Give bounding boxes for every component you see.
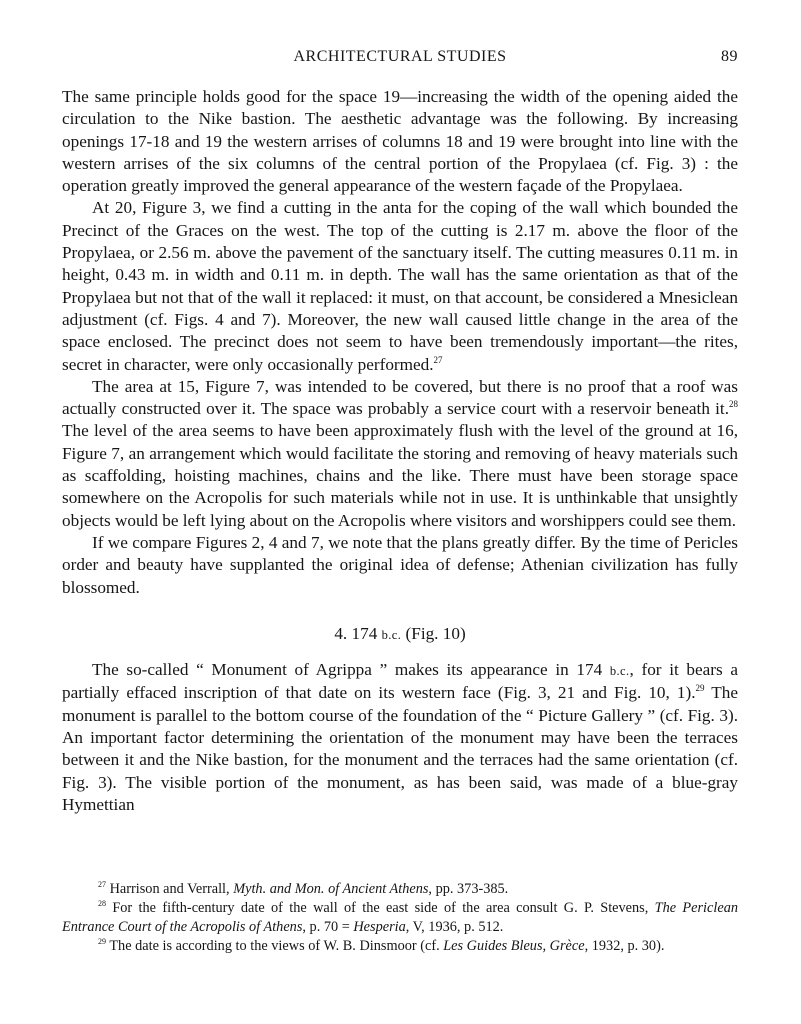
- paragraph-2-text: At 20, Figure 3, we find a cutting in the anta for the coping of the wall which bounded the Precinct of the Graces on the west. The top of the cutting is 2.17 m. above the floor of the Propylaea, or 2.56 m. above the pavement of the sanctuary itself. The cutting measures 0.11 m. in height, 0.43 m. in width and 0.11 m. in depth. The wall has the same orientation as that of the Propylaea but not that of the wall it replaced: it must, on that account, be considered a Mnesiclean adjustment (cf. Figs. 4 and 7). Moreover, the new wall caused little change in the area of the space enclosed. The precinct does not seem to have been tremendously important—the rites, secret in character, were only occasionally performed.: [62, 198, 738, 374]
- paragraph-3: [62, 376, 738, 532]
- footnote-ref-28: 28: [729, 399, 738, 410]
- footnote-28-journal: Hesperia: [353, 919, 406, 935]
- paragraph-1-text: The same principle holds good for the space 19—increasing the width of the opening aided the circulation to the Nike bastion. The aesthetic advantage was the following. By increasing openings 17-18 and 19 the western arrises of columns 18 and 19 were brought into line with the western arrises of the six columns of the central portion of the Propylaea (cf. Fig. 3) : the operation greatly improved the general appearance of the western façade of the Propylaea.: [62, 87, 738, 196]
- section-year: 174: [351, 623, 378, 643]
- paragraph-4-text: If we compare Figures 2, 4 and 7, we note that the plans greatly differ. By the time of Pericles order and beauty have supplanted the original idea of defense; Athenian civilization has fully blossomed.: [62, 532, 738, 597]
- footnote-27-post: , pp. 373-385.: [428, 881, 509, 897]
- footnote-28-title: The Periclean Entrance Court of the Acropolis of Athens: [62, 900, 738, 935]
- body-text: [62, 86, 738, 816]
- footnote-29-post: , 1932, p. 30).: [584, 938, 665, 954]
- footnote-27-number: 27: [98, 880, 106, 889]
- paragraph-5-text-1: The so-called “ Monument of Agrippa ” makes its appearance in 174: [92, 660, 610, 680]
- footnote-27-title: Myth. and Mon. of Ancient Athens: [233, 881, 429, 897]
- page-number: 89: [721, 48, 738, 65]
- paragraph-5-era: b.c.: [609, 664, 630, 679]
- footnotes: [62, 880, 738, 956]
- section-number: 4.: [334, 623, 348, 643]
- footnote-28: [62, 899, 738, 937]
- paragraph-4: [62, 532, 738, 599]
- paragraph-3-text-b: The level of the area seems to have been approximately flush with the level of the ground at 16, Figure 7, an arrangement which would facilitate the storing and removing of heavy materials such as scaffolding, hoisting machines, chains and the like. There must have been storage space somewhere on the Acropolis for such materials while not in use. It is unthinkable that unsightly objects would be left lying about on the Acropolis where visitors and worshippers could see them.: [62, 421, 738, 530]
- section-era: b.c.: [381, 627, 402, 642]
- footnote-28-mid: , p. 70 =: [302, 919, 354, 935]
- paragraph-5-text-3: The monument is parallel to the bottom course of the foundation of the “ Picture Gallery ” (cf. Fig. 3). An important factor determining the orientation of the monument may have been the terraces between it and the Nike bastion, for the monument and the terraces had the same orientation (cf. Fig. 3). The visible portion of the monument, as has been said, was made of a blue-gray Hymettian: [62, 683, 738, 814]
- footnote-28-number: 28: [98, 899, 106, 908]
- footnote-27-pre: Harrison and Verrall,: [106, 881, 234, 897]
- running-title: ARCHITECTURAL STUDIES: [293, 48, 507, 65]
- paragraph-5-text-2: , for it bears a partially effaced inscription of that date on its western face (Fig. 3, 21 and Fig. 10, 1).: [62, 660, 738, 703]
- footnote-ref-27: 27: [433, 354, 443, 365]
- section-heading: [62, 623, 738, 646]
- footnote-ref-29: 29: [695, 683, 705, 694]
- paragraph-5: [62, 659, 738, 816]
- footnote-29-pre: The date is according to the views of W. B. Dinsmoor (cf.: [106, 938, 444, 954]
- paragraph-2: [62, 197, 738, 375]
- footnote-28-pre: For the fifth-century date of the wall of the east side of the area consult G. P. Stevens,: [106, 900, 655, 916]
- footnote-27: [62, 880, 738, 899]
- paragraph-1: [62, 86, 738, 197]
- footnote-29: [62, 937, 738, 956]
- footnote-28-post: , V, 1936, p. 512.: [405, 919, 504, 935]
- footnote-29-number: 29: [98, 937, 106, 946]
- running-header: [62, 48, 738, 72]
- footnote-29-title: Les Guides Bleus, Grèce: [443, 938, 585, 954]
- section-fig-ref: (Fig. 10): [405, 623, 466, 643]
- paragraph-3-text-a: The area at 15, Figure 7, was intended to be covered, but there is no proof that a roof was actually constructed over it. The space was probably a service court with a reservoir beneath it.: [62, 376, 738, 419]
